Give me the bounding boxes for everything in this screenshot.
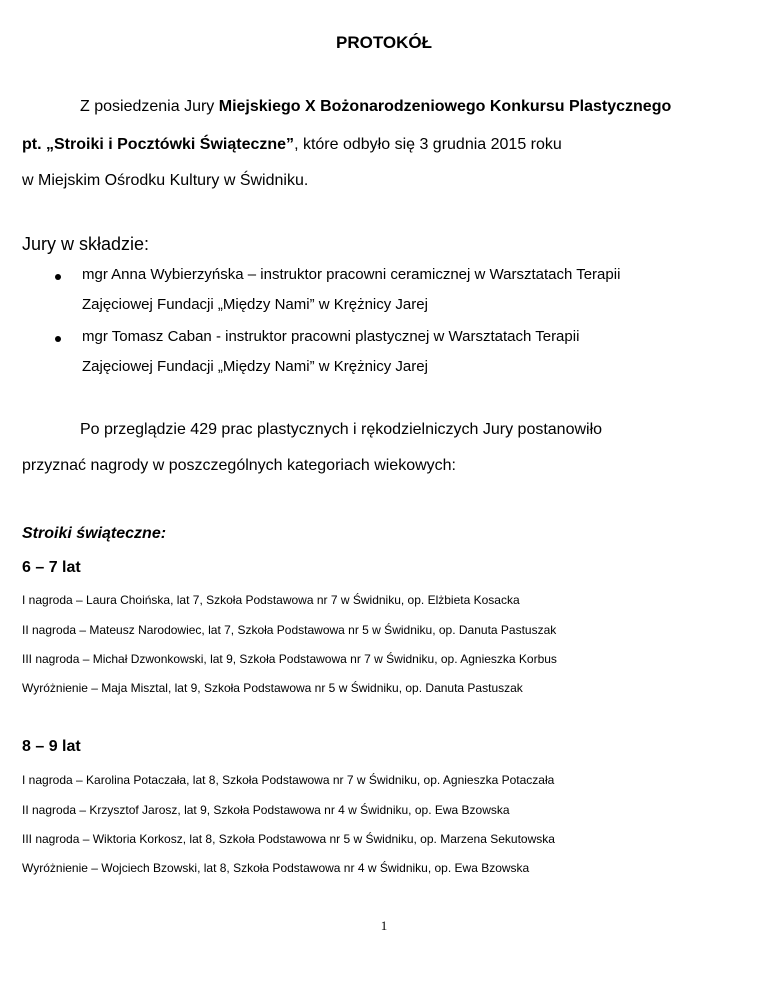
bullet-icon [55,336,61,342]
jury-member-1-line-2: Zajęciowej Fundacji „Między Nami” w Krężnicy Jarej [82,296,428,313]
jury-member-2-line-1: mgr Tomasz Caban - instruktor pracowni plastycznej w Warsztatach Terapii [82,328,580,345]
review-line-2: przyznać nagrody w poszczególnych kategoriach wiekowych: [22,457,456,474]
award-entry: II nagroda – Mateusz Narodowiec, lat 7, Szkoła Podstawowa nr 5 w Świdniku, op. Danuta Pastuszak [22,623,557,637]
intro-line-2 [22,136,562,154]
bullet-icon [55,274,61,280]
section-title: Stroiki świąteczne: [22,525,167,542]
award-entry: III nagroda – Michał Dzwonkowski, lat 9, Szkoła Podstawowa nr 7 w Świdniku, op. Agnieszka Korbus [22,652,557,666]
award-entry: II nagroda – Krzysztof Jarosz, lat 9, Szkoła Podstawowa nr 4 w Świdniku, op. Ewa Bzowska [22,803,510,817]
contest-name: Miejskiego X Bożonarodzeniowego Konkursu Plastycznego [218,98,672,115]
category-label: 8 – 9 lat [22,738,81,755]
contest-subtitle: pt. „Stroiki i Pocztówki Świąteczne” [22,136,295,153]
jury-member-1-line-1: mgr Anna Wybierzyńska – instruktor pracowni ceramicznej w Warsztatach Terapii [82,266,621,283]
document-title: PROTOKÓŁ [335,33,433,52]
intro-text: Z posiedzenia Jury [80,98,219,115]
category-label: 6 – 7 lat [22,559,81,576]
intro-date: , które odbyło się 3 grudnia 2015 roku [294,136,562,153]
page-number: 1 [380,918,388,933]
jury-member-2-line-2: Zajęciowej Fundacji „Między Nami” w Krężnicy Jarej [82,358,428,375]
award-entry: III nagroda – Wiktoria Korkosz, lat 8, Szkoła Podstawowa nr 5 w Świdniku, op. Marzena Sekutowska [22,832,555,846]
award-entry: I nagroda – Laura Choińska, lat 7, Szkoła Podstawowa nr 7 w Świdniku, op. Elżbieta Kosacka [22,593,520,607]
intro-line-3: w Miejskim Ośrodku Kultury w Świdniku. [22,172,309,189]
award-entry: Wyróżnienie – Maja Misztal, lat 9, Szkoła Podstawowa nr 5 w Świdniku, op. Danuta Pastuszak [22,681,523,695]
intro-line-1 [80,98,671,116]
award-entry: I nagroda – Karolina Potaczała, lat 8, Szkoła Podstawowa nr 7 w Świdniku, op. Agnieszka Potaczała [22,773,555,787]
review-line-1: Po przeglądzie 429 prac plastycznych i rękodzielniczych Jury postanowiło [80,421,603,438]
award-entry: Wyróżnienie – Wojciech Bzowski, lat 8, Szkoła Podstawowa nr 4 w Świdniku, op. Ewa Bzowska [22,861,530,875]
jury-heading: Jury w składzie: [22,234,150,254]
